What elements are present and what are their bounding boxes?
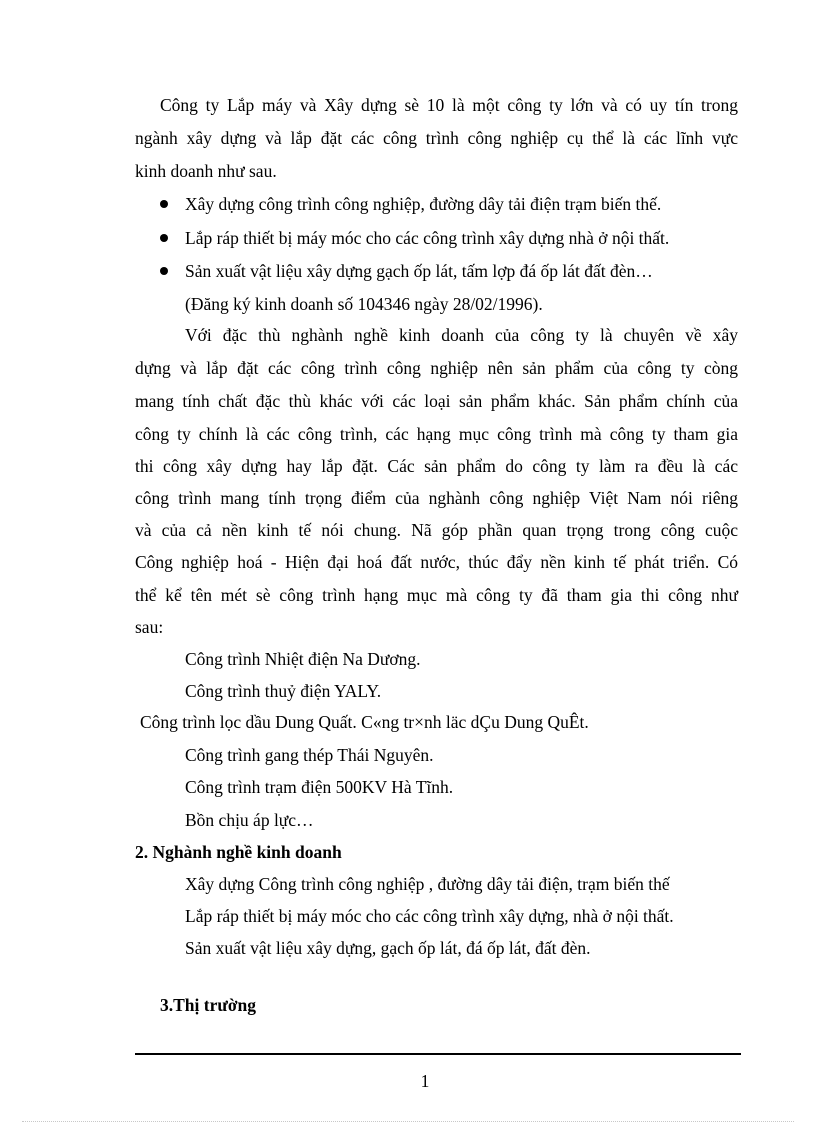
project-item: Bồn chịu áp lực… xyxy=(185,810,314,830)
body-line: công ty chính là các công trình, các hạng mục công trình mà công ty tham gia xyxy=(135,424,738,444)
body-line: và của cả nền kinh tế nói chung. Nã góp phần quan trọng trong công cuộc xyxy=(135,520,738,540)
intro-line-1: Công ty Lắp máy và Xây dựng sè 10 là một công ty lớn và có uy tín trong xyxy=(160,95,738,115)
page-number: 1 xyxy=(420,1071,430,1091)
project-item: Công trình trạm điện 500KV Hà Tĩnh. xyxy=(185,777,454,797)
body-line: dựng và lắp đặt các công trình công nghiệp nên sản phẩm của công ty còng xyxy=(135,358,738,378)
section-heading-2: 2. Nghành nghề kinh doanh xyxy=(135,842,342,862)
bullet-dot xyxy=(160,234,168,242)
body-line: Với đặc thù nghành nghề kinh doanh của công ty là chuyên về xây xyxy=(185,325,738,345)
section-heading-3: 3.Thị trường xyxy=(160,995,257,1015)
body-line: Công nghiệp hoá - Hiện đại hoá đất nước, thúc đẩy nền kinh tế phát triển. Có xyxy=(135,552,738,572)
business-item: Sản xuất vật liệu xây dựng, gạch ốp lát, đá ốp lát, đất đèn. xyxy=(185,938,591,958)
body-line: thi công xây dựng hay lắp đặt. Các sản phẩm do công ty làm ra đều là các xyxy=(135,456,738,476)
body-line: mang tính chất đặc thù khác với các loại sản phẩm khác. Sản phẩm chính của xyxy=(135,391,738,411)
bullet-dot xyxy=(160,267,168,275)
project-item: Công trình lọc dầu Dung Quất. C«ng tr×nh läc dÇu Dung QuÊt. xyxy=(140,712,589,732)
registration-note: (Đăng ký kinh doanh số 104346 ngày 28/02/1996). xyxy=(185,294,543,314)
business-item: Xây dựng Công trình công nghiệp , đường dây tải điện, trạm biến thế xyxy=(185,874,670,894)
bullet-dot xyxy=(160,200,168,208)
bullet-item: Xây dựng công trình công nghiệp, đường dây tải điện trạm biến thế. xyxy=(185,194,662,214)
body-line: sau: xyxy=(135,617,164,637)
project-item: Công trình Nhiệt điện Na Dương. xyxy=(185,649,421,669)
project-item: Công trình gang thép Thái Nguyên. xyxy=(185,745,434,765)
project-item: Công trình thuỷ điện YALY. xyxy=(185,681,382,701)
page-border xyxy=(22,1121,794,1122)
intro-line-2: ngành xây dựng và lắp đặt các công trình công nghiệp cụ thể là các lĩnh vực xyxy=(135,128,738,148)
footer-rule xyxy=(135,1053,741,1055)
bullet-item: Sản xuất vật liệu xây dựng gạch ốp lát, tấm lợp đá ốp lát đất đèn… xyxy=(185,261,653,281)
intro-line-3: kinh doanh như sau. xyxy=(135,161,277,181)
body-line: thể kể tên mét sè công trình hạng mục mà công ty đã tham gia thi công như xyxy=(135,585,738,605)
business-item: Lắp ráp thiết bị máy móc cho các công trình xây dựng, nhà ở nội thất. xyxy=(185,906,674,926)
bullet-item: Lắp ráp thiết bị máy móc cho các công trình xây dựng nhà ở nội thất. xyxy=(185,228,670,248)
body-line: công trình mang tính trọng điểm của nghành công nghiệp Việt Nam nói riêng xyxy=(135,488,738,508)
